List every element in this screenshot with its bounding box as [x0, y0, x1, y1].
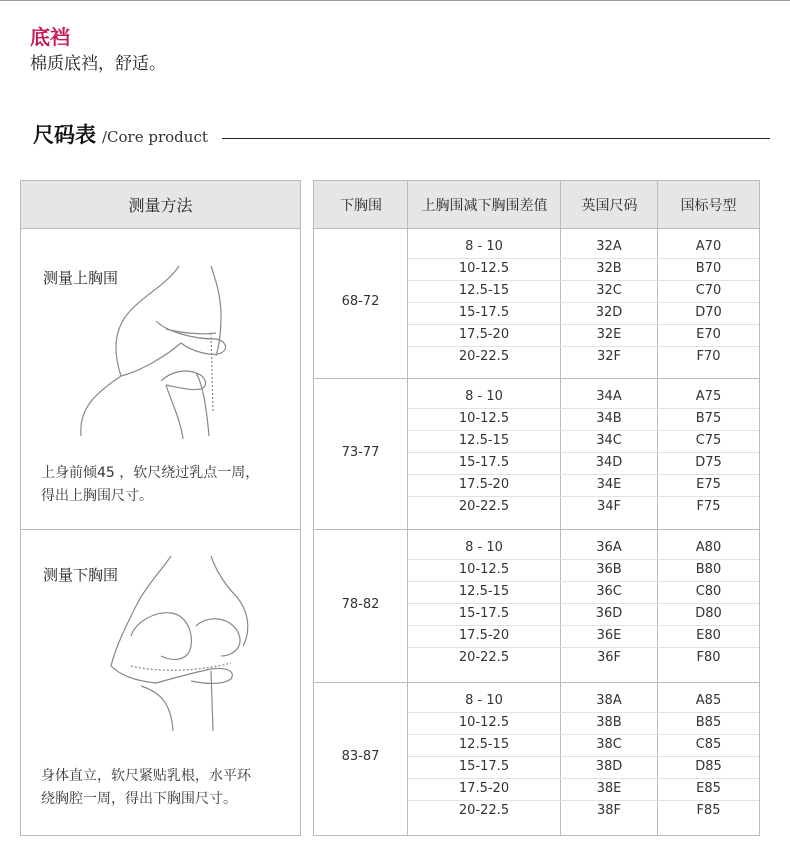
- size-table: [313, 180, 760, 836]
- uk-size-cell: 38E: [596, 781, 622, 796]
- group-divider: [314, 682, 759, 683]
- uk-size-cell: 34A: [596, 389, 622, 404]
- measurement-heading: 测量方法: [21, 181, 300, 229]
- national-size-cell: F75: [696, 499, 721, 514]
- national-size-cell: F80: [696, 650, 721, 665]
- top-divider: [0, 0, 790, 1]
- uk-size-cell: 32A: [596, 239, 622, 254]
- national-size-cell: B70: [695, 261, 722, 276]
- difference-cell: 12.5-15: [458, 283, 510, 298]
- difference-cell: 12.5-15: [458, 737, 510, 752]
- difference-cell: 10-12.5: [458, 562, 510, 577]
- lower-bust-label: 测量下胸围: [43, 566, 119, 584]
- header-uk-size: 英国尺码: [581, 197, 638, 214]
- upper-bust-instruction-1: 上身前倾45 ，软尺绕过乳点一周，: [41, 465, 260, 481]
- upper-bust-label: 测量上胸围: [43, 269, 119, 287]
- underbust-range: 78-82: [341, 596, 380, 612]
- national-size-cell: C70: [695, 283, 722, 298]
- uk-size-cell: 32B: [596, 261, 622, 276]
- difference-cell: 17.5-20: [458, 477, 510, 492]
- national-size-cell: A85: [695, 693, 722, 708]
- national-size-cell: C80: [695, 584, 722, 599]
- size-chart-title: 尺码表: [33, 123, 96, 147]
- difference-cell: 15-17.5: [458, 606, 510, 621]
- uk-size-cell: 32D: [595, 305, 623, 320]
- difference-cell: 15-17.5: [458, 305, 510, 320]
- national-size-cell: C85: [695, 737, 722, 752]
- uk-size-cell: 34C: [596, 433, 622, 448]
- measurement-panel: [20, 180, 301, 836]
- uk-size-cell: 36E: [596, 628, 622, 643]
- header-difference: 上胸围减下胸围差值: [421, 197, 548, 214]
- uk-size-cell: 36C: [596, 584, 622, 599]
- national-size-cell: B75: [695, 411, 722, 426]
- lower-bust-instruction-1: 身体直立，软尺紧贴乳根，水平环: [41, 768, 251, 784]
- uk-size-cell: 38D: [595, 759, 623, 774]
- section-title: 底裆: [30, 25, 70, 49]
- underbust-range: 73-77: [341, 444, 380, 460]
- uk-size-cell: 34E: [596, 477, 622, 492]
- uk-size-cell: 34B: [596, 411, 622, 426]
- difference-cell: 15-17.5: [458, 759, 510, 774]
- uk-size-cell: 32E: [596, 327, 622, 342]
- uk-size-cell: 32F: [596, 349, 622, 364]
- uk-size-cell: 36F: [596, 650, 622, 665]
- uk-size-cell: 34F: [596, 499, 622, 514]
- national-size-cell: E80: [696, 628, 721, 643]
- national-size-cell: D85: [695, 759, 722, 774]
- uk-size-cell: 36A: [596, 540, 622, 555]
- uk-size-cell: 38C: [596, 737, 622, 752]
- table-header: [314, 181, 759, 229]
- uk-size-cell: 38A: [596, 693, 622, 708]
- national-size-cell: E70: [696, 327, 721, 342]
- difference-cell: 17.5-20: [458, 781, 510, 796]
- uk-size-cell: 32C: [596, 283, 622, 298]
- national-size-cell: A80: [695, 540, 722, 555]
- difference-cell: 20-22.5: [458, 499, 510, 514]
- uk-size-cell: 38B: [596, 715, 622, 730]
- national-size-cell: D75: [695, 455, 722, 470]
- header-underbust: 下胸围: [340, 197, 382, 214]
- difference-cell: 8 - 10: [465, 540, 503, 555]
- national-size-cell: C75: [695, 433, 722, 448]
- upper-bust-instruction-2: 得出上胸围尺寸。: [41, 488, 153, 504]
- difference-cell: 12.5-15: [458, 433, 510, 448]
- difference-cell: 8 - 10: [465, 239, 503, 254]
- size-chart-heading: [33, 119, 208, 149]
- panel-divider: [21, 529, 300, 530]
- heading-rule: [222, 138, 770, 139]
- group-divider: [314, 378, 759, 379]
- uk-size-cell: 36B: [596, 562, 622, 577]
- difference-cell: 20-22.5: [458, 349, 510, 364]
- lower-bust-illustration: [101, 551, 281, 736]
- difference-cell: 8 - 10: [465, 389, 503, 404]
- size-chart-subtitle: /Core product: [102, 128, 208, 146]
- group-divider: [314, 529, 759, 530]
- uk-size-cell: 38F: [596, 803, 622, 818]
- national-size-cell: F70: [696, 349, 721, 364]
- underbust-range: 68-72: [341, 294, 380, 309]
- difference-cell: 12.5-15: [458, 584, 510, 599]
- section-description: 棉质底裆，舒适。: [30, 54, 166, 74]
- difference-cell: 17.5-20: [458, 628, 510, 643]
- national-size-cell: E85: [696, 781, 721, 796]
- national-size-cell: B80: [695, 562, 722, 577]
- difference-cell: 10-12.5: [458, 261, 510, 276]
- national-size-cell: B85: [695, 715, 722, 730]
- difference-cell: 10-12.5: [458, 411, 510, 426]
- difference-cell: 20-22.5: [458, 650, 510, 665]
- national-size-cell: A70: [695, 239, 722, 254]
- header-national-size: 国标号型: [680, 197, 737, 214]
- underbust-range: 83-87: [341, 749, 380, 764]
- uk-size-cell: 36D: [595, 606, 623, 621]
- difference-cell: 10-12.5: [458, 715, 510, 730]
- national-size-cell: E75: [696, 477, 721, 492]
- upper-bust-illustration: [71, 261, 271, 441]
- difference-cell: 17.5-20: [458, 327, 510, 342]
- national-size-cell: D70: [695, 305, 722, 320]
- uk-size-cell: 34D: [595, 455, 623, 470]
- national-size-cell: D80: [695, 606, 722, 621]
- difference-cell: 20-22.5: [458, 803, 510, 818]
- national-size-cell: A75: [695, 389, 722, 404]
- lower-bust-instruction-2: 绕胸腔一周，得出下胸围尺寸。: [41, 791, 237, 807]
- national-size-cell: F85: [696, 803, 721, 818]
- difference-cell: 8 - 10: [465, 693, 503, 708]
- difference-cell: 15-17.5: [458, 455, 510, 470]
